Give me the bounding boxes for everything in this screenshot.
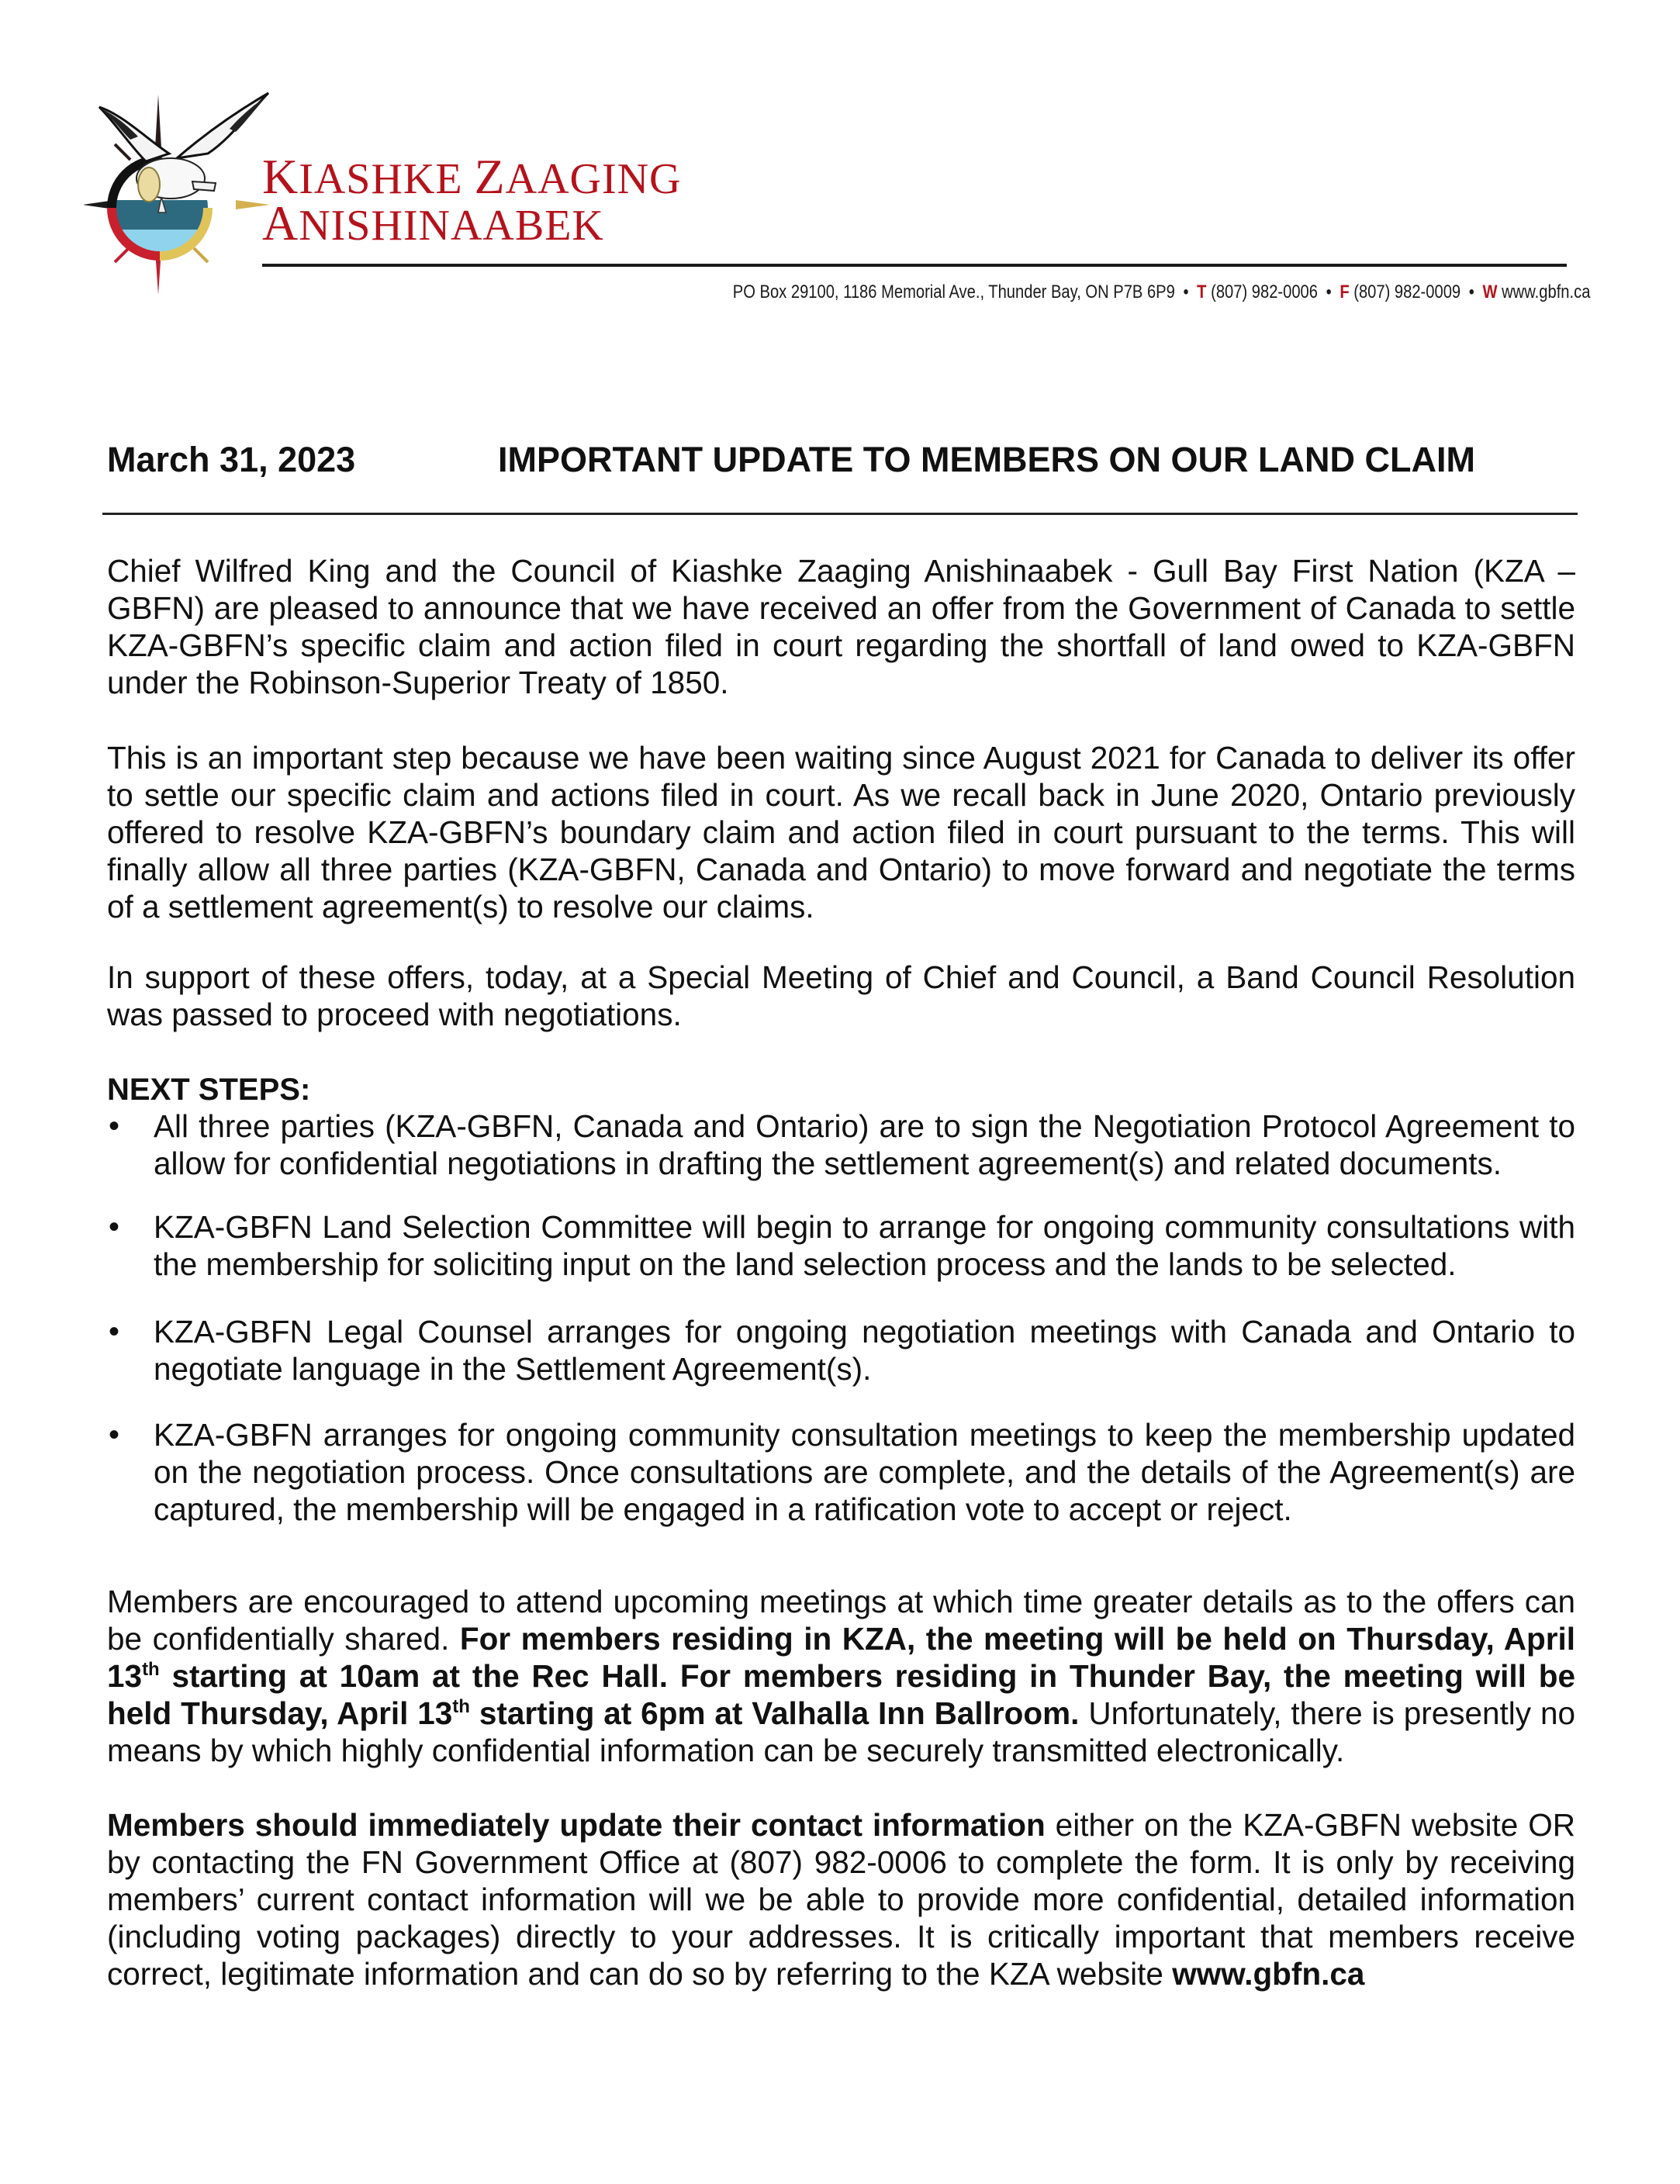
paragraph-announcement: Chief Wilfred King and the Council of Kiashke Zaaging Anishinaabek - Gull Bay First Nation (KZA – GBFN) are pleased to announce that we have received an offer from the Government of Canada to settle KZA-GBFN’s specific claim and action filed in court regarding the shortfall of land owed to KZA-GBFN under the Robinson-Superior Treaty of 1850. bbox=[107, 553, 1575, 700]
website-label: W bbox=[1482, 282, 1498, 302]
bullet-icon: • bbox=[109, 1315, 120, 1349]
letterhead-divider bbox=[262, 264, 1567, 267]
ordinal-suffix: th bbox=[452, 1696, 470, 1717]
title-divider bbox=[102, 513, 1578, 515]
org-name-text: NISHINAABEK bbox=[299, 202, 604, 250]
separator-dot: • bbox=[1183, 282, 1189, 302]
org-name-initial: A bbox=[262, 195, 299, 251]
list-item-text: KZA-GBFN Legal Counsel arranges for ongoing negotiation meetings with Canada and Ontario to negotiate language in the Settlement Agreement(s). bbox=[154, 1314, 1575, 1387]
phone-number: (807) 982-0006 bbox=[1211, 282, 1318, 302]
contact-update-text: either on the KZA-GBFN website OR by contacting the FN Government Office at (807) 982-0006 to complete the form. It is only by receiving members’ current contact information will we be able to provide more confidential, detailed information (including voting packages) directly to your addresses. It is critically important that members receive correct, legitimate information and can do so by referring to the KZA website bbox=[107, 1807, 1575, 1992]
organization-name-line1 bbox=[262, 149, 682, 204]
website-link[interactable]: www.gbfn.ca bbox=[1172, 1956, 1365, 1992]
website-link[interactable]: www.gbfn.ca bbox=[1502, 282, 1591, 302]
list-item-text: KZA-GBFN Land Selection Committee will begin to arrange for ongoing community consultations with the membership for soliciting input on the land selection process and the lands to be selected. bbox=[154, 1209, 1575, 1282]
ordinal-suffix: th bbox=[142, 1659, 160, 1680]
list-item bbox=[107, 1208, 1575, 1283]
meetings-outro: Unfortunately, there is presently no means by which highly confidential information can be securely transmitted electronically. bbox=[107, 1695, 1575, 1768]
paragraph-background: This is an important step because we have been waiting since August 2021 for Canada to deliver its offer to settle our specific claim and actions filed in court. As we recall back in June 2020, Ontario previously offered to resolve KZA-GBFN’s boundary claim and action filed in court pursuant to the terms. This will finally allow all three parties (KZA-GBFN, Canada and Ontario) to move forward and negotiate the terms of a settlement agreement(s) to resolve our claims. bbox=[107, 740, 1575, 924]
document-date: March 31, 2023 bbox=[107, 440, 356, 479]
paragraph-meetings bbox=[107, 1583, 1575, 1769]
contact-update-lead: Members should immediately update their contact information bbox=[107, 1807, 1046, 1843]
paragraph-resolution: In support of these offers, today, at a Special Meeting of Chief and Council, a Band Council Resolution was passed to proceed with negotiations. bbox=[107, 959, 1575, 1032]
org-name-initial: Z bbox=[474, 149, 506, 204]
org-name-text: AAGING bbox=[505, 155, 682, 203]
fax-number: (807) 982-0009 bbox=[1353, 282, 1461, 302]
list-item bbox=[107, 1108, 1575, 1182]
eagle-compass-medicine-wheel-icon bbox=[84, 92, 270, 295]
bullet-icon: • bbox=[109, 1109, 120, 1143]
meetings-intro: Members are encouraged to attend upcoming meetings at which time greater details as to the offers can be confidentially shared. bbox=[107, 1584, 1575, 1657]
kza-meeting-details: For members residing in KZA, the meeting will be held on Thursday, April 13 bbox=[107, 1621, 1576, 1694]
phone-label: T bbox=[1197, 282, 1207, 302]
paragraph-contact-update bbox=[107, 1806, 1575, 1992]
organization-name-line2 bbox=[262, 195, 604, 251]
org-name-initial: K bbox=[262, 149, 299, 204]
org-name-text: IASHKE bbox=[299, 155, 475, 203]
list-item bbox=[107, 1313, 1575, 1387]
fax-label: F bbox=[1340, 282, 1350, 302]
next-steps-heading: NEXT STEPS: bbox=[107, 1073, 311, 1107]
document-title: IMPORTANT UPDATE TO MEMBERS ON OUR LAND CLAIM bbox=[498, 440, 1475, 479]
list-item-text: All three parties (KZA-GBFN, Canada and Ontario) are to sign the Negotiation Protocol Agreement to allow for confidential negotiations in drafting the settlement agreement(s) and related documents. bbox=[154, 1108, 1575, 1181]
thunder-bay-meeting-details: starting at 10am at the Rec Hall. For members residing in Thunder Bay, the meeting will be held Thursday, April 13 bbox=[107, 1658, 1575, 1731]
list-item bbox=[107, 1416, 1575, 1528]
contact-info-line bbox=[732, 282, 1591, 303]
thunder-bay-meeting-venue: starting at 6pm at Valhalla Inn Ballroom. bbox=[469, 1695, 1080, 1731]
list-item-text: KZA-GBFN arranges for ongoing community consultation meetings to keep the membership updated on the negotiation process. Once consultations are complete, and the details of the Agreement(s) are captured, the membership will be engaged in a ratification vote to accept or reject. bbox=[154, 1417, 1575, 1527]
separator-dot: • bbox=[1326, 282, 1332, 302]
mailing-address: PO Box 29100, 1186 Memorial Ave., Thunder Bay, ON P7B 6P9 bbox=[732, 282, 1175, 302]
bullet-icon: • bbox=[109, 1210, 120, 1244]
bullet-icon: • bbox=[109, 1418, 120, 1452]
separator-dot: • bbox=[1468, 282, 1474, 302]
